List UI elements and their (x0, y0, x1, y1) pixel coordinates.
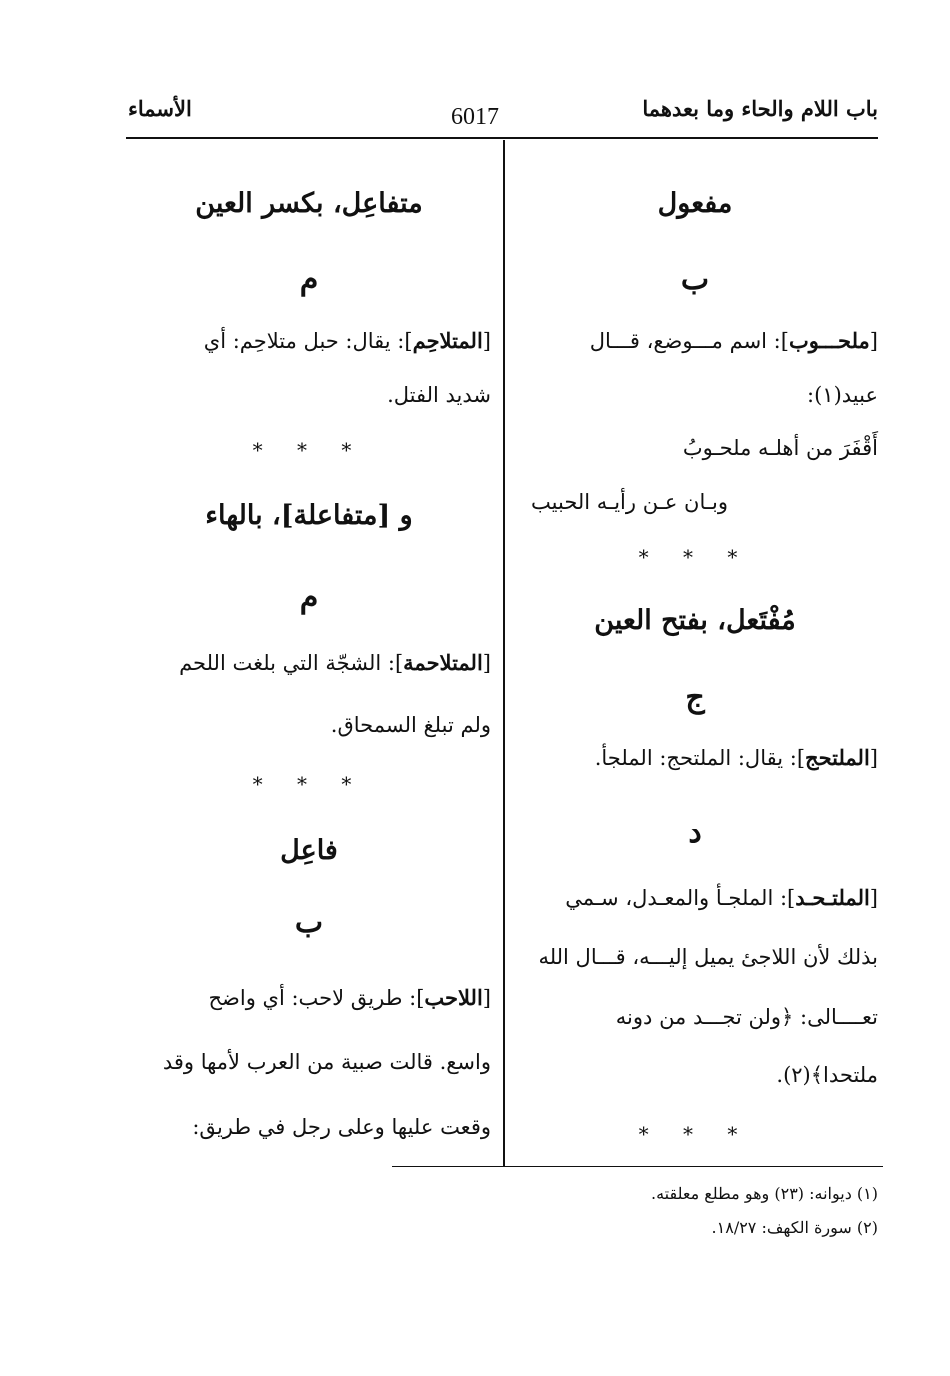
entry-text: : الشجّة التي بلغت اللحم (179, 651, 395, 675)
entry-line: [الملتحج]: يقال: الملتحج: الملجأ. (594, 745, 878, 770)
entry-line: [المتلاحمة]: الشجّة التي بلغت اللحم (179, 650, 491, 675)
separator-stars: * * * (638, 1122, 752, 1146)
footnote: (١) ديوانه: (٢٣) وهو مطلع معلقته. (650, 1184, 878, 1203)
entry-line: شديد الفتل. (387, 383, 491, 407)
separator-stars: * * * (252, 772, 366, 796)
letter-heading: م (299, 580, 319, 615)
entry-term: الملتـحـد (795, 885, 870, 910)
entry-term: المتلاحمة (403, 650, 483, 675)
column-divider (503, 140, 505, 1167)
entry-line: [المتلاحِم]: يقال: حبل متلاحِم: أي (203, 328, 491, 353)
running-header-title: باب اللام والحاء وما بعدهما (642, 96, 878, 121)
letter-heading: ج (685, 680, 705, 715)
entry-line: [الملتـحـد]: الملجـأ والمعـدل، سـمي (565, 885, 878, 910)
entry-text: : يقال: الملتحج: الملجأ. (594, 746, 797, 770)
running-header-category: الأسماء (128, 96, 192, 121)
verse-line: أَقْفَرَ من أهلـه ملحـوبُ (682, 436, 878, 460)
pattern-heading: و [متفاعلة]، بالهاء (205, 500, 413, 531)
pattern-heading: مفعول (657, 188, 733, 219)
letter-heading: م (299, 262, 319, 297)
separator-stars: * * * (638, 545, 752, 569)
entry-text: : طريق لاحب: أي واضح (208, 986, 417, 1010)
entry-text: : الملجـأ والمعـدل، سـمي (565, 886, 788, 910)
entry-line: تعــــالى: ﴿ولن تجـــد من دونه (615, 1005, 878, 1029)
footnote-rule (392, 1166, 883, 1167)
pattern-heading: مُفْتَعل، بفتح العين (594, 605, 796, 636)
entry-line: [ملحـــوب]: اسم مـــوضع، قـــال (589, 328, 878, 353)
entry-line: بذلك لأن اللاجئ يميل إليـــه، قـــال الله (538, 945, 878, 969)
verse-line: وبـان عـن رأيـه الحبيب (531, 490, 728, 514)
entry-text: : يقال: حبل متلاحِم: أي (203, 329, 405, 353)
separator-stars: * * * (252, 438, 366, 462)
entry-term: الملتحج (805, 745, 870, 770)
entry-text: : اسم مـــوضع، قـــال (589, 329, 781, 353)
pattern-heading: متفاعِل، بكسر العين (195, 188, 423, 219)
entry-term: المتلاحِم (412, 328, 483, 353)
entry-line: واسع. قالت صبية من العرب لأمها وقد (162, 1050, 491, 1074)
letter-heading: د (688, 815, 702, 850)
entry-line: [اللاحب]: طريق لاحب: أي واضح (208, 985, 491, 1010)
letter-heading: ب (294, 905, 324, 940)
entry-term: اللاحب (424, 985, 483, 1010)
entry-line: وقعت عليها وعلى رجل في طريق: (192, 1115, 491, 1139)
page-number: 6017 (451, 104, 499, 130)
entry-line: ملتحدا﴾(٢). (776, 1063, 878, 1087)
entry-line: ولم تبلغ السمحاق. (330, 713, 491, 737)
header-rule (126, 137, 878, 139)
letter-heading: ب (680, 262, 710, 297)
entry-line: عبيد(١): (807, 383, 878, 407)
footnote: (٢) سورة الكهف: ١٨/٢٧. (711, 1218, 878, 1237)
pattern-heading: فاعِل (280, 835, 338, 866)
entry-term: ملحـــوب (788, 328, 870, 353)
